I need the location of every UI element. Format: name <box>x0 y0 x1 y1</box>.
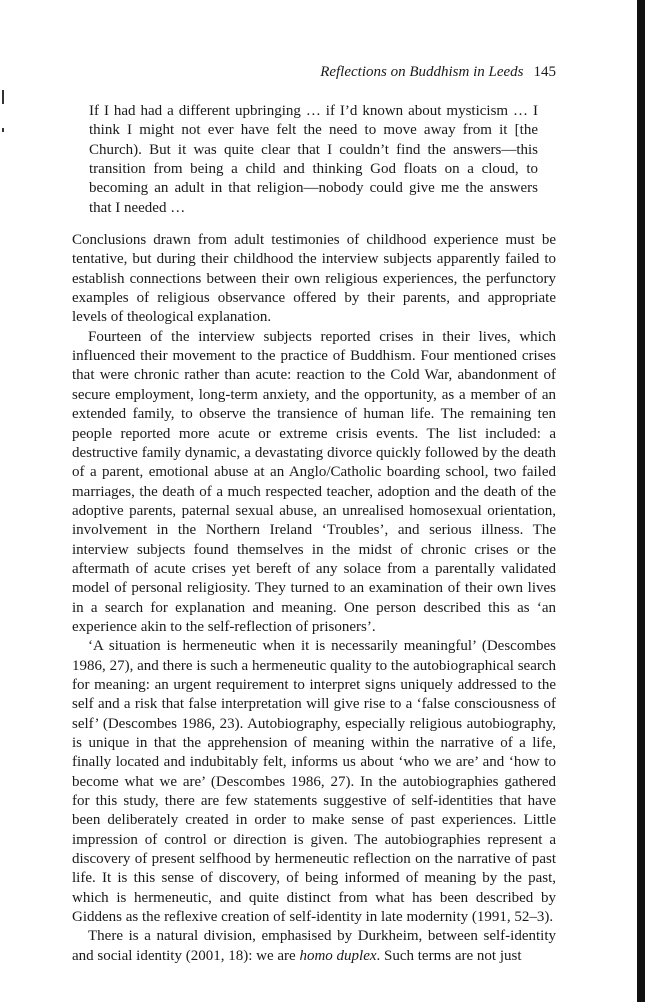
body-text <box>72 102 556 966</box>
paragraph-last <box>72 927 556 966</box>
paragraph: ‘A situation is hermeneutic when it is necessarily meaningful’ (Descombes 1986, 27), and there is such a hermeneutic quality to the autobiographical search for meaning: an urgent requirement to interpret signs uniquely addressed to the self and a risk that false interpretation will give rise to a ‘false consciousness of self’ (Descombes 1986, 23). Autobiography, especially religious autobiography, is unique in that the apprehension of meaning within the narrative of a life, finally located and indubitably felt, informs us about ‘who we are’ and ‘how to become what we are’ (Descombes 1986, 27). In the autobiographies gathered for this study, there are few statements suggestive of self-identities that have been deliberately created in order to make sense of past experiences. Little impression of control or direction is given. The autobiographies represent a discovery of present selfhood by hermeneutic reflection on the narrative of past life. It is this sense of discovery, of being informed of meaning by the past, which is hermeneutic, and quite distinct from what has been described by Giddens as the reflexive creation of self-identity in late modernity (1991, 52–3). <box>72 638 556 926</box>
paragraph-text: . Such terms are not just <box>376 947 522 964</box>
scan-mark <box>2 90 4 104</box>
running-head <box>72 62 556 82</box>
running-head-title: Reflections on Buddhism in Leeds <box>320 64 524 80</box>
scan-mark <box>2 128 4 132</box>
paragraph: Conclusions drawn from adult testimonies of childhood experience must be tentative, but during their childhood the interview subjects apparently failed to establish connections between their own religious experiences, the perfunctory examples of religious observance offered by their parents, and appropriate levels of theological explanation. <box>72 232 556 326</box>
page-edge-bar <box>637 0 645 1002</box>
block-quote: If I had had a different upbringing … if I’d known about mysticism … I think I might not ever have felt the need to move away from it [the Church). But it was quite clear that I couldn’t find the answers—this transition from being a child and thinking God floats on a cloud, to becoming an adult in that religion—nobody could give me the answers that I needed … <box>89 103 538 216</box>
paragraph: Fourteen of the interview subjects reported crises in their lives, which influenced their movement to the practice of Buddhism. Four mentioned crises that were chronic rather than acute: reaction to the Cold War, abandonment of secure employment, long-term anxiety, and the opportunity, as a member of an extended family, to observe the transience of human life. The remaining ten people reported more acute or extreme crisis events. The list included: a destructive family dynamic, a devastating divorce quickly followed by the death of a parent, emotional abuse at an Anglo/Catholic boarding school, two failed marriages, the death of a much respected teacher, adoption and the death of the adoptive parents, paternal sexual abuse, an unrealised homosexual orientation, involvement in the Northern Ireland ‘Troubles’, and serious illness. The interview subjects found themselves in the midst of chronic crises or the aftermath of acute crises yet bereft of any solace from a parentally validated model of personal religiosity. They turned to an examination of their own lives in a search for explanation and meaning. One person described this as ‘an experience akin to the self-reflection of prisoners’. <box>72 328 556 635</box>
italic-term: homo duplex <box>299 947 377 964</box>
paragraph-text: There is a natural division, emphasised by Durkheim, between self-identity and social identity (2001, 18): we are <box>72 928 556 964</box>
page-number: 145 <box>533 64 556 80</box>
